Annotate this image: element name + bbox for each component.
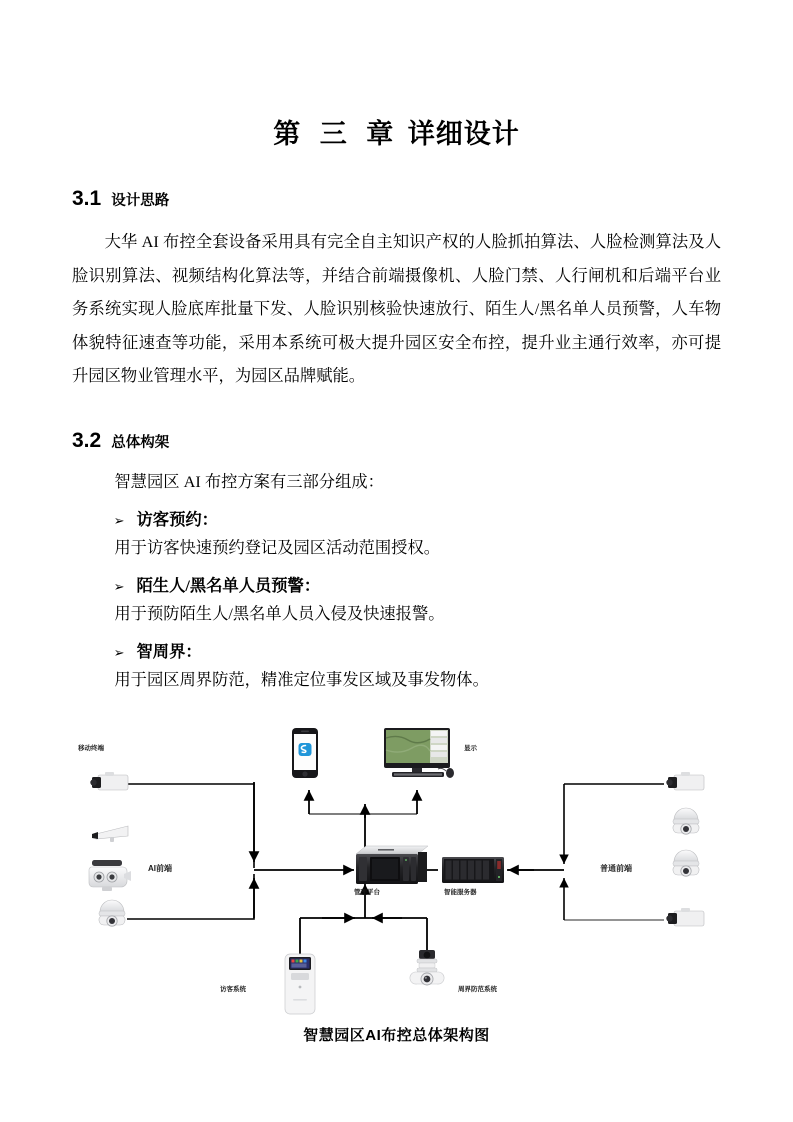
list-item	[72, 572, 721, 596]
section-label: 设计思路	[111, 193, 170, 209]
list-item	[72, 506, 721, 530]
chapter-title-text: 详细设计	[407, 119, 520, 149]
list-item-description: 用于预防陌生人/黑名单人员入侵及快速报警。	[114, 604, 445, 624]
box-camera-icon	[666, 908, 704, 926]
section-heading-3-2	[72, 429, 721, 453]
architecture-diagram	[72, 722, 721, 1022]
section-3-1-paragraph: 大华 AI 布控全套设备采用具有完全自主知识产权的人脸抓拍算法、人脸检测算法及人脸识别算法、视频结构化算法等，并结合前端摄像机、人脸门禁、人行闸机和后端平台业务系统实现人脸底库批量下发、人脸识别核验快速放行、陌生人/黑名单人员预警，人车物体貌特征速查等功能，采用本系统可极大提升园区安全布控，提升业主通行效率，亦可提升园区物业管理水平，为园区品牌赋能。	[72, 232, 721, 386]
ptz-dome-camera-icon	[410, 950, 444, 985]
box-camera-icon	[666, 772, 704, 790]
section-label: 总体构架	[111, 434, 170, 451]
label-mobile-terminal: 移动终端	[78, 744, 104, 752]
list-item-description: 用于园区周界防范，精准定位事发区域及事发物体。	[114, 669, 489, 689]
visitor-kiosk-icon	[285, 954, 315, 1014]
chapter-number: 第 三 章	[273, 119, 400, 149]
ptz-dome-camera-icon	[99, 900, 125, 926]
label-display: 显示	[464, 744, 477, 752]
arrow-bullet-icon: ➢	[113, 580, 125, 596]
arrow-bullet-icon: ➢	[113, 514, 125, 530]
label-ai-frontend: AI前端	[148, 863, 172, 873]
list-item-description: 用于访客快速预约登记及园区活动范围授权。	[114, 538, 441, 558]
section-number: 3.1	[72, 187, 102, 210]
label-intelligent-server: 智能服务器	[444, 888, 477, 896]
diagram-caption: 智慧园区AI布控总体架构图	[303, 1026, 490, 1044]
section-number: 3.2	[72, 428, 102, 452]
multi-sensor-camera-icon	[89, 860, 131, 891]
smartphone-icon	[292, 728, 318, 778]
section-3-2-lead: 智慧园区 AI 布控方案有三部分组成：	[114, 471, 384, 491]
list-item	[72, 638, 721, 662]
ptz-dome-camera-icon	[673, 850, 699, 876]
section-heading-3-1	[72, 187, 721, 211]
storage-server-icon	[442, 857, 504, 883]
box-camera-icon	[90, 772, 128, 790]
list-item-title: 陌生人/黑名单人员预警：	[136, 576, 321, 596]
label-standard-frontend: 普通前端	[600, 863, 632, 873]
bullet-camera-icon	[92, 826, 128, 842]
desktop-monitor-icon	[384, 728, 454, 778]
arrow-bullet-icon: ➢	[113, 645, 125, 661]
ptz-dome-camera-icon	[673, 808, 699, 834]
label-perimeter-system: 周界防范系统	[458, 985, 497, 993]
label-visitor-system: 访客系统	[220, 985, 246, 993]
list-item-title: 智周界：	[136, 641, 202, 661]
list-item-title: 访客预约：	[136, 510, 218, 530]
server-rack-icon	[356, 846, 428, 884]
label-management-platform: 管理平台	[354, 888, 380, 896]
page-title	[72, 0, 721, 151]
